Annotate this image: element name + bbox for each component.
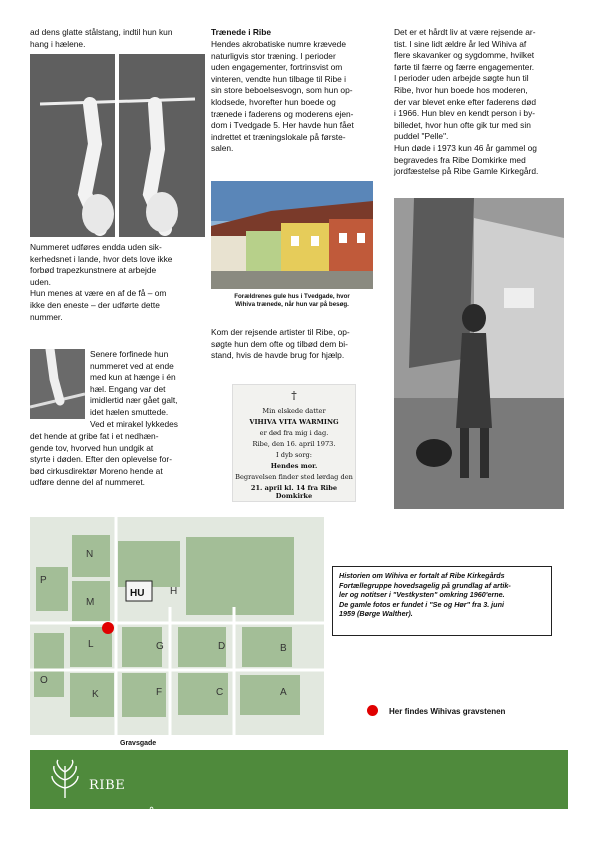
col3-text: Det er et hårdt liv at være rejsende ar- tist. I sine lidt ældre år led Wihiva af flere skavanker og sygdomme, hvilket førte til færre og færre engagementer. I perioder uden arbejde søgte hun til Ribe, hvor hun boede hos moderen, der var blevet enke efter faderens død i 1966. Hun blev en kendt person i by- billedet, hvor hun ofte gik tur med sin puddel "Pelle". Hun døde i 1973 kun 46 år gammel og begravedes fra Ribe Domkirke med jordfæstelse på Ribe Gamle Kirkegård. — [394, 27, 539, 177]
section-heading: Trænede i Ribe — [211, 27, 272, 37]
tree-logo-icon — [50, 758, 80, 800]
street-label: Gravsgade — [120, 740, 157, 747]
map-label: P — [40, 575, 47, 586]
map-label: A — [280, 687, 287, 698]
col1-top-text: ad dens glatte stålstang, indtil hun kun hang i hælene. — [30, 27, 173, 49]
map-label: O — [40, 675, 48, 686]
footer-banner — [30, 750, 568, 823]
house-caption: Forældrenes gule hus i Tvedgade, hvor Wihiva trænede, når hun var på besøg. — [234, 293, 350, 308]
map-label: D — [218, 641, 226, 652]
col1-mid-text: Nummeret udføres endda uden sik- kerhedsnet i lande, hvor dets love ikke forbød trapezkunstnere at arbejde uden. Hun menes at være en af de få – om ikke den eneste – der udførte dette nummer. — [30, 242, 173, 322]
logo-line2: KIRKEGÅRDE — [89, 808, 189, 823]
logo-text — [89, 763, 188, 823]
map-label: C — [216, 687, 224, 698]
notice-line: Min elskede datter — [262, 407, 326, 415]
col1-wrap-text: Senere forfinede hun nummeret ved at ende med kun at hænge i én hæl. Engang var det imidlertid nær gået galt, idet hælen smuttede. Ved et mirakel lykkedes — [90, 349, 178, 429]
legend-label: Her findes Wihivas gravstenen — [389, 707, 506, 716]
notice-line: Hendes mor. — [270, 462, 318, 470]
logo-line1: RIBE — [89, 778, 126, 793]
col2-para1: Hendes akrobatiske numre krævede naturligvis stor træning. I perioder uden engagementer, fortrinsvist om vinteren, vendte hun tilbage til Ribe i sin store beboelsesvogn, som hun op- klodsede, hvorefter hun boede og trænede i faderens og moderens ejen- dom i Tvedgade 5. Her havde hun fået indrettet et træningslokale på første- salen. — [211, 39, 354, 154]
map-label: HU — [130, 588, 145, 599]
street-walk-photo — [394, 198, 564, 509]
map-label: K — [92, 689, 99, 700]
heel-photo — [30, 349, 85, 419]
notice-line: 21. april kl. 14 fra Ribe Domkirke — [250, 484, 338, 500]
trapeze-photo — [30, 54, 205, 237]
legend-dot-icon — [367, 705, 378, 716]
cross-icon: † — [291, 389, 297, 402]
notice-line: Begravelsen finder sted lørdag den — [235, 473, 353, 481]
map-label: N — [86, 549, 94, 560]
house-photo — [211, 181, 373, 289]
map-label: B — [280, 643, 287, 654]
grave-marker — [102, 622, 114, 634]
notice-line: Ribe, den 16. april 1973. — [252, 440, 336, 448]
notice-line: VIHIVA VITA WARMING — [249, 418, 339, 426]
map-label: H — [170, 586, 178, 597]
cemetery-map — [30, 517, 324, 735]
notice-line: er død fra mig i dag. — [259, 429, 329, 437]
map-label: F — [156, 687, 163, 698]
col1-bottom-text: det hende at gribe fat i et nedhæn- gende tov, hvorved hun undgik at styrte i døden. Efter den oplevelse for- bød cirkusdirektør Moreno hende at udføre denne del af nummeret. — [30, 431, 172, 488]
info-box: Historien om Wihiva er fortalt af Ribe Kirkegårds Fortællegruppe hovedsagelig på grundlag af artik- ler og notitser i "Vestkysten" omkring 1960'erne. De gamle fotos er fundet i "Se og Hør" fra 3. juni 1959 (Børge Walther). — [332, 566, 552, 636]
notice-line: I dyb sorg: — [276, 451, 312, 459]
map-label: L — [88, 639, 94, 650]
map-label: G — [156, 641, 164, 652]
map-label: M — [86, 597, 95, 608]
col2-para2: Kom der rejsende artister til Ribe, op- søgte hun dem ofte og tilbød dem bi- stand, hvis de havde brug for hjælp. — [211, 327, 350, 361]
death-notice — [232, 384, 356, 502]
